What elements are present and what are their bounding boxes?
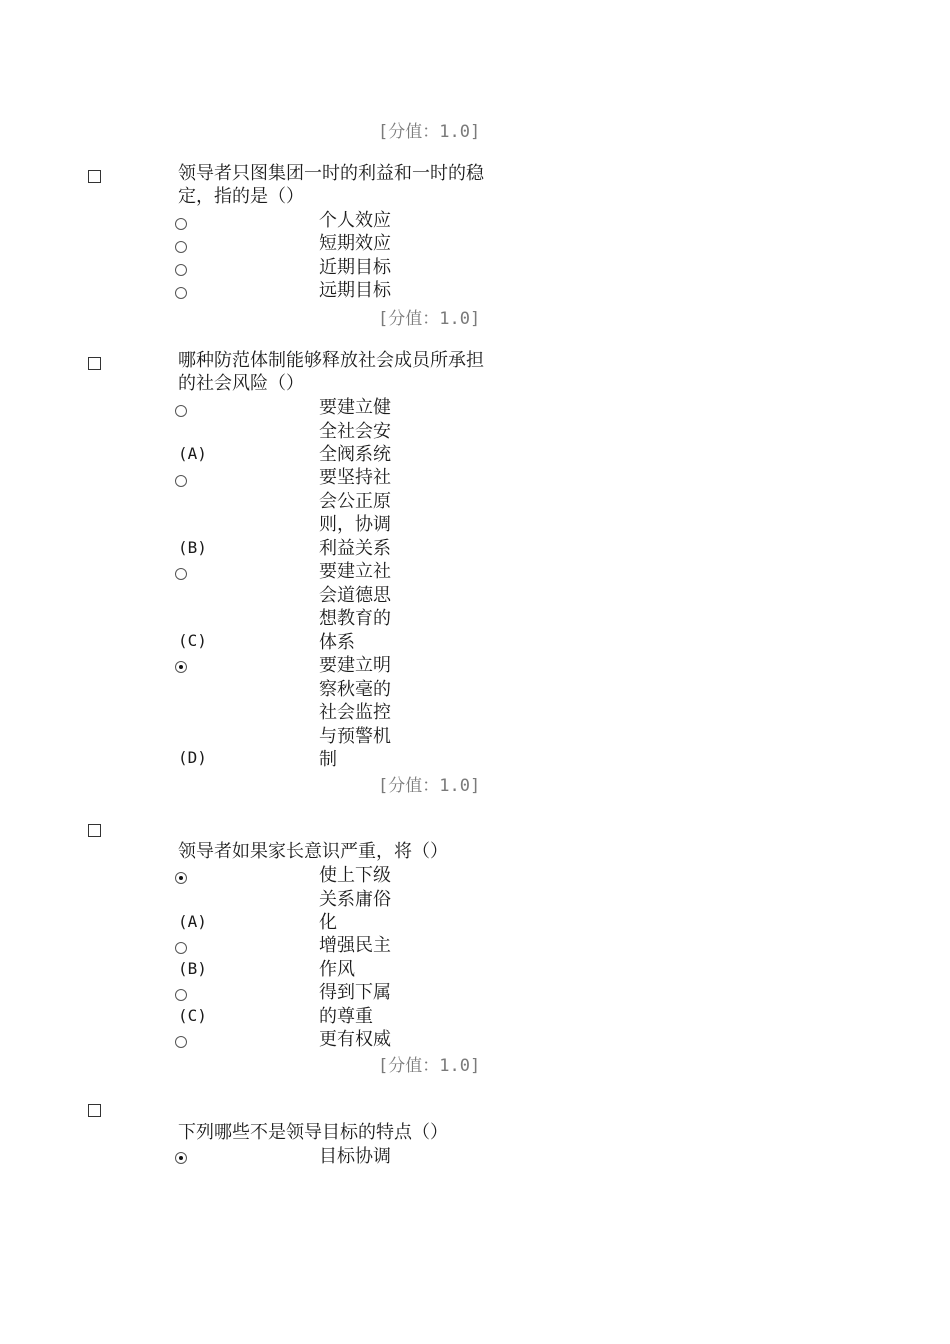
question-3-text: 领导者如果家长意识严重，将（） <box>178 841 448 862</box>
question-3-option-b-radio[interactable] <box>175 942 187 954</box>
question-2-checkbox[interactable] <box>88 357 101 370</box>
question-1-text: 领导者只图集团一时的利益和一时的稳定，指的是（） <box>178 163 484 207</box>
question-2-option-a-text: 要建立健全社会安全阀系统 <box>319 397 391 465</box>
question-2-option-a-letter: (A) <box>178 444 207 463</box>
question-4-checkbox[interactable] <box>88 1104 101 1117</box>
score-label: [分值：1.0] <box>378 122 481 142</box>
question-3-option-a-text: 使上下级关系庸俗化 <box>319 865 391 933</box>
question-1-score: [分值：1.0] <box>378 309 481 329</box>
question-1-option-4-text: 远期目标 <box>319 280 391 301</box>
question-1-option-2-text: 短期效应 <box>319 233 391 254</box>
question-3-option-b-text: 增强民主作风 <box>319 935 391 980</box>
question-3-score: [分值：1.0] <box>378 1056 481 1076</box>
question-3-option-a-radio[interactable] <box>175 872 187 884</box>
question-4-option-1-text: 目标协调 <box>319 1146 391 1167</box>
question-1-option-4-radio[interactable] <box>175 287 187 299</box>
question-3-option-d-radio[interactable] <box>175 1036 187 1048</box>
question-2-text: 哪种防范体制能够释放社会成员所承担的社会风险（） <box>178 350 484 394</box>
question-2-option-d-letter: (D) <box>178 748 207 767</box>
question-3-option-b-letter: (B) <box>178 959 207 978</box>
question-2-option-a-radio[interactable] <box>175 405 187 417</box>
question-2-option-b-radio[interactable] <box>175 475 187 487</box>
question-1-option-2-radio[interactable] <box>175 241 187 253</box>
question-1-option-3-radio[interactable] <box>175 264 187 276</box>
question-4-option-1-radio[interactable] <box>175 1152 187 1164</box>
question-2-option-b-letter: (B) <box>178 538 207 557</box>
question-2-score: [分值：1.0] <box>378 776 481 796</box>
question-2-option-d-radio[interactable] <box>175 661 187 673</box>
question-3-option-c-letter: (C) <box>178 1006 207 1025</box>
question-3-option-d-text: 更有权威 <box>319 1029 391 1050</box>
question-1-option-1-radio[interactable] <box>175 218 187 230</box>
question-4-text: 下列哪些不是领导目标的特点（） <box>178 1122 448 1143</box>
question-1-option-3-text: 近期目标 <box>319 257 391 278</box>
question-3-option-c-text: 得到下属的尊重 <box>319 982 391 1027</box>
question-3-checkbox[interactable] <box>88 824 101 837</box>
question-1-option-1-text: 个人效应 <box>319 210 391 231</box>
question-2-option-c-radio[interactable] <box>175 568 187 580</box>
question-2-option-c-letter: (C) <box>178 631 207 650</box>
question-3-option-c-radio[interactable] <box>175 989 187 1001</box>
question-2-option-c-text: 要建立社会道德思想教育的体系 <box>319 561 391 653</box>
question-3-option-a-letter: (A) <box>178 912 207 931</box>
question-1-checkbox[interactable] <box>88 170 101 183</box>
question-2-option-b-text: 要坚持社会公正原则，协调利益关系 <box>319 467 391 559</box>
question-2-option-d-text: 要建立明察秋毫的社会监控与预警机制 <box>319 655 391 770</box>
